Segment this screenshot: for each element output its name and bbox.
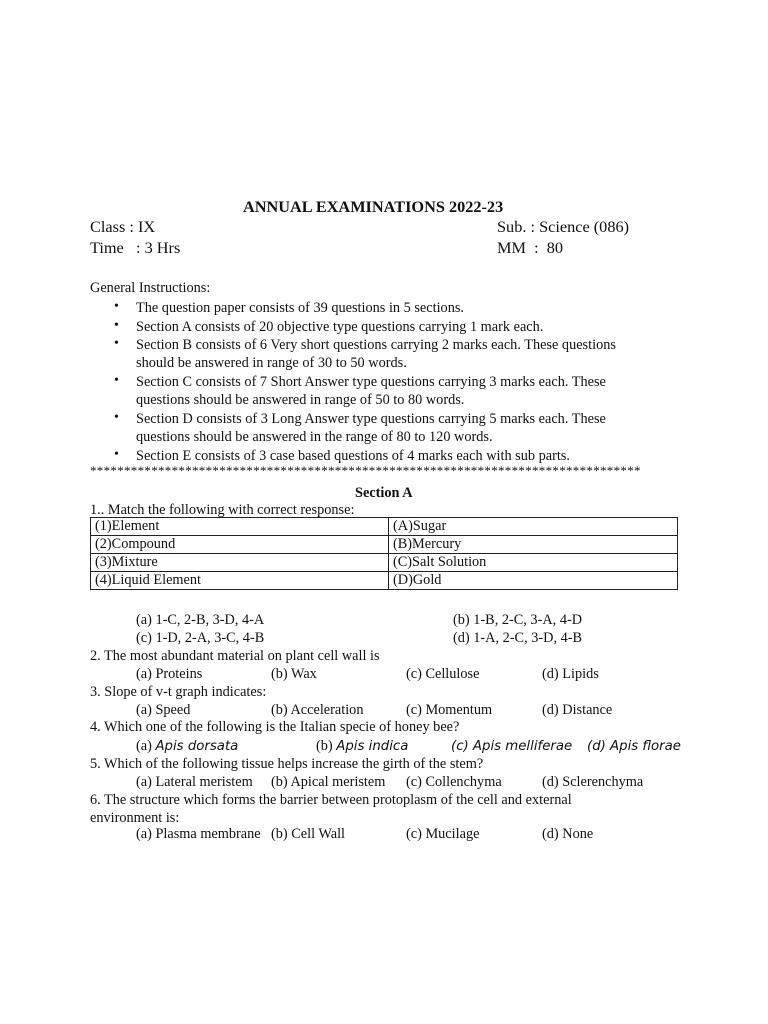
table-row — [91, 536, 678, 554]
instruction-item: Section D consists of 3 Long Answer type questions carrying 5 marks each. These — [136, 411, 606, 427]
option: (b) Acceleration — [271, 702, 364, 718]
option: (a) Lateral meristem — [136, 774, 253, 790]
section-heading: Section A — [355, 485, 413, 501]
instruction-item-continued: should be answered in range of 30 to 50 words. — [136, 355, 407, 371]
match-table — [90, 517, 678, 590]
table-row — [91, 572, 678, 590]
option: (b) Cell Wall — [271, 826, 346, 842]
table-cell: (4)Liquid Element — [91, 572, 389, 590]
instruction-item: Section A consists of 20 objective type questions carrying 1 mark each. — [136, 319, 544, 335]
option — [451, 737, 572, 756]
option: (b) Wax — [271, 666, 317, 682]
max-marks-label: MM : 80 — [497, 238, 564, 257]
option: (b) 1-B, 2-C, 3-A, 4-D — [453, 612, 583, 628]
question-3: 3. Slope of v-t graph indicates: — [90, 684, 267, 700]
option: (c) Momentum — [406, 702, 493, 718]
instruction-item: Section B consists of 6 Very short questions carrying 2 marks each. These questions — [136, 337, 616, 353]
bullet-icon: • — [114, 447, 119, 462]
option-prefix: (a) — [136, 738, 156, 754]
option: (d) None — [542, 826, 594, 842]
bullet-icon: • — [114, 373, 119, 388]
option: (d) 1-A, 2-C, 3-D, 4-B — [453, 630, 583, 646]
option: (a) Plasma membrane — [136, 826, 261, 842]
table-cell: (D)Gold — [389, 572, 678, 590]
instruction-item: Section C consists of 7 Short Answer type questions carrying 3 marks each. These — [136, 374, 606, 390]
species-name: (d) Apis florae — [587, 739, 681, 754]
option: (b) Apical meristem — [271, 774, 386, 790]
instruction-item: Section E consists of 3 case based questions of 4 marks each with sub parts. — [136, 448, 570, 464]
table-cell: (3)Mixture — [91, 554, 389, 572]
bullet-icon: • — [114, 336, 119, 351]
species-name: Apis indica — [336, 739, 409, 754]
question-6: 6. The structure which forms the barrier between protoplasm of the cell and external — [90, 792, 572, 808]
option: (a) Proteins — [136, 666, 203, 682]
option — [316, 737, 408, 756]
table-cell: (2)Compound — [91, 536, 389, 554]
option-prefix: (b) — [316, 738, 337, 754]
question-5: 5. Which of the following tissue helps increase the girth of the stem? — [90, 756, 484, 772]
option: (c) Cellulose — [406, 666, 480, 682]
option — [136, 737, 238, 756]
question-6-continued: environment is: — [90, 810, 180, 826]
time-label: Time : 3 Hrs — [90, 238, 181, 257]
question-4: 4. Which one of the following is the Italian specie of honey bee? — [90, 719, 460, 735]
option: (c) Collenchyma — [406, 774, 502, 790]
table-cell: (1)Element — [91, 518, 389, 536]
instructions-heading: General Instructions: — [90, 280, 211, 296]
question-1: 1.. Match the following with correct response: — [90, 502, 355, 518]
table-cell: (C)Salt Solution — [389, 554, 678, 572]
option: (d) Distance — [542, 702, 613, 718]
option: (c) 1-D, 2-A, 3-C, 4-B — [136, 630, 265, 646]
option: (a) 1-C, 2-B, 3-D, 4-A — [136, 612, 265, 628]
instruction-item: The question paper consists of 39 questions in 5 sections. — [136, 300, 464, 316]
table-row — [91, 554, 678, 572]
table-row — [91, 518, 678, 536]
table-cell: (A)Sugar — [389, 518, 678, 536]
bullet-icon: • — [114, 410, 119, 425]
exam-title: ANNUAL EXAMINATIONS 2022-23 — [243, 197, 504, 216]
table-cell: (B)Mercury — [389, 536, 678, 554]
question-2: 2. The most abundant material on plant cell wall is — [90, 648, 380, 664]
option: (d) Sclerenchyma — [542, 774, 644, 790]
bullet-icon: • — [114, 318, 119, 333]
class-label: Class : IX — [90, 217, 156, 236]
separator-line: ********************************************************************************* — [90, 463, 641, 478]
option: (c) Mucilage — [406, 826, 480, 842]
option: (a) Speed — [136, 702, 191, 718]
instruction-item-continued: questions should be answered in range of 50 to 80 words. — [136, 392, 465, 408]
bullet-icon: • — [114, 299, 119, 314]
species-name: (c) Apis melliferae — [451, 739, 573, 754]
species-name: Apis dorsata — [155, 739, 239, 754]
option: (d) Lipids — [542, 666, 599, 682]
option — [587, 737, 681, 756]
subject-label: Sub. : Science (086) — [497, 217, 630, 236]
instruction-item-continued: questions should be answered in the range of 80 to 120 words. — [136, 429, 493, 445]
